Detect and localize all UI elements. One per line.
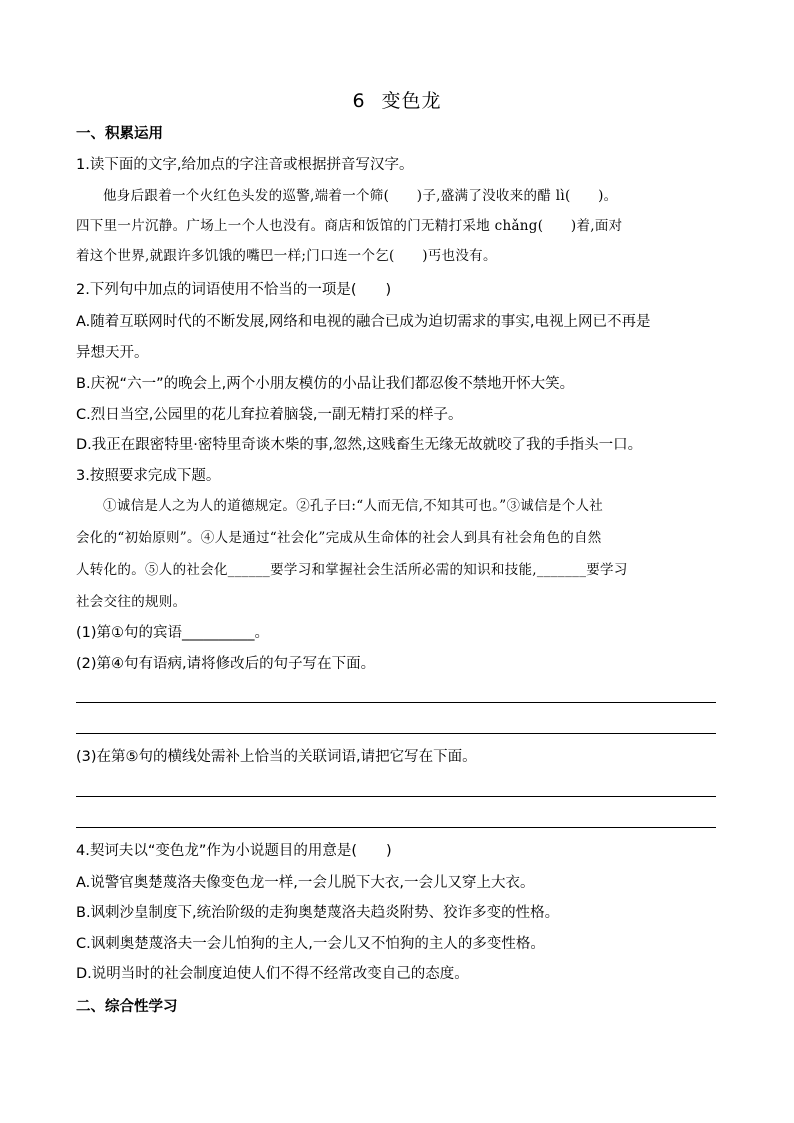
q3-passage-line-1: ①诚信是人之为人的道德规定。②孔子曰:“人而无信,不知其可也。”③诚信是个人社 <box>103 498 604 514</box>
q3-passage-line-3: 人转化的。⑤人的社会化______要学习和掌握社会生活所必需的知识和技能,_______要学习 <box>76 562 628 578</box>
q4-option-d: D.说明当时的社会制度迫使人们不得不经常改变自己的态度。 <box>76 966 469 982</box>
answer-line[interactable] <box>76 796 716 797</box>
q3-stem: 3.按照要求完成下题。 <box>76 468 221 484</box>
q3-passage-line-4: 社会交往的规则。 <box>76 594 187 610</box>
q4-option-c: C.讽刺奥楚蔑洛夫一会儿怕狗的主人,一会儿又不怕狗的主人的多变性格。 <box>76 936 545 952</box>
q1-passage-line-1: 他身后跟着一个火红色头发的巡警,端着一个筛( )子,盛满了没收来的醋 lì( )。 <box>103 188 618 204</box>
q2-stem: 2.下列句中加点的词语使用不恰当的一项是( ) <box>76 282 392 298</box>
answer-line[interactable] <box>76 702 716 703</box>
q1-passage-line-3: 着这个世界,就跟许多饥饿的嘴巴一样;门口连一个乞( )丐也没有。 <box>76 248 497 264</box>
lesson-number: 6 <box>352 90 366 112</box>
q3-passage-line-2: 会化的“初始原则”。④人是通过“社会化”完成从生命体的社会人到具有社会角色的自然 <box>76 530 602 546</box>
q3-subquestion-1: (1)第①句的宾语__________。 <box>76 625 270 641</box>
q4-stem: 4.契诃夫以“变色龙”作为小说题目的用意是( ) <box>76 843 392 859</box>
page-title <box>0 86 794 113</box>
q1-stem: 1.读下面的文字,给加点的字注音或根据拼音写汉字。 <box>76 157 414 173</box>
section-heading-2: 二、综合性学习 <box>76 999 178 1015</box>
answer-line[interactable] <box>76 827 716 828</box>
q2-option-a-line-2: 异想天开。 <box>76 345 149 361</box>
section-heading-1: 一、积累运用 <box>76 126 163 142</box>
q1-passage-line-2: 四下里一片沉静。广场上一个人也没有。商店和饭馆的门无精打采地 chǎng( )着,面对 <box>76 218 623 234</box>
answer-line[interactable] <box>76 733 716 734</box>
q2-option-c: C.烈日当空,公园里的花儿耷拉着脑袋,一副无精打采的样子。 <box>76 407 463 423</box>
q2-option-a-line-1: A.随着互联网时代的不断发展,网络和电视的融合已成为迫切需求的事实,电视上网已不再是 <box>76 314 651 330</box>
q2-option-b: B.庆祝“六一”的晚会上,两个小朋友模仿的小品让我们都忍俊不禁地开怀大笑。 <box>76 376 575 392</box>
q4-option-a: A.说警官奥楚蔑洛夫像变色龙一样,一会儿脱下大衣,一会儿又穿上大衣。 <box>76 875 535 891</box>
q3-subquestion-2: (2)第④句有语病,请将修改后的句子写在下面。 <box>76 656 376 672</box>
q4-option-b: B.讽刺沙皇制度下,统治阶级的走狗奥楚蔑洛夫趋炎附势、狡诈多变的性格。 <box>76 905 560 921</box>
lesson-title: 变色龙 <box>381 90 442 112</box>
q2-option-d: D.我正在跟密特里·密特里奇谈木柴的事,忽然,这贱畜生无缘无故就咬了我的手指头一口。 <box>76 437 643 453</box>
q3-subquestion-3: (3)在第⑤句的横线处需补上恰当的关联词语,请把它写在下面。 <box>76 749 477 765</box>
